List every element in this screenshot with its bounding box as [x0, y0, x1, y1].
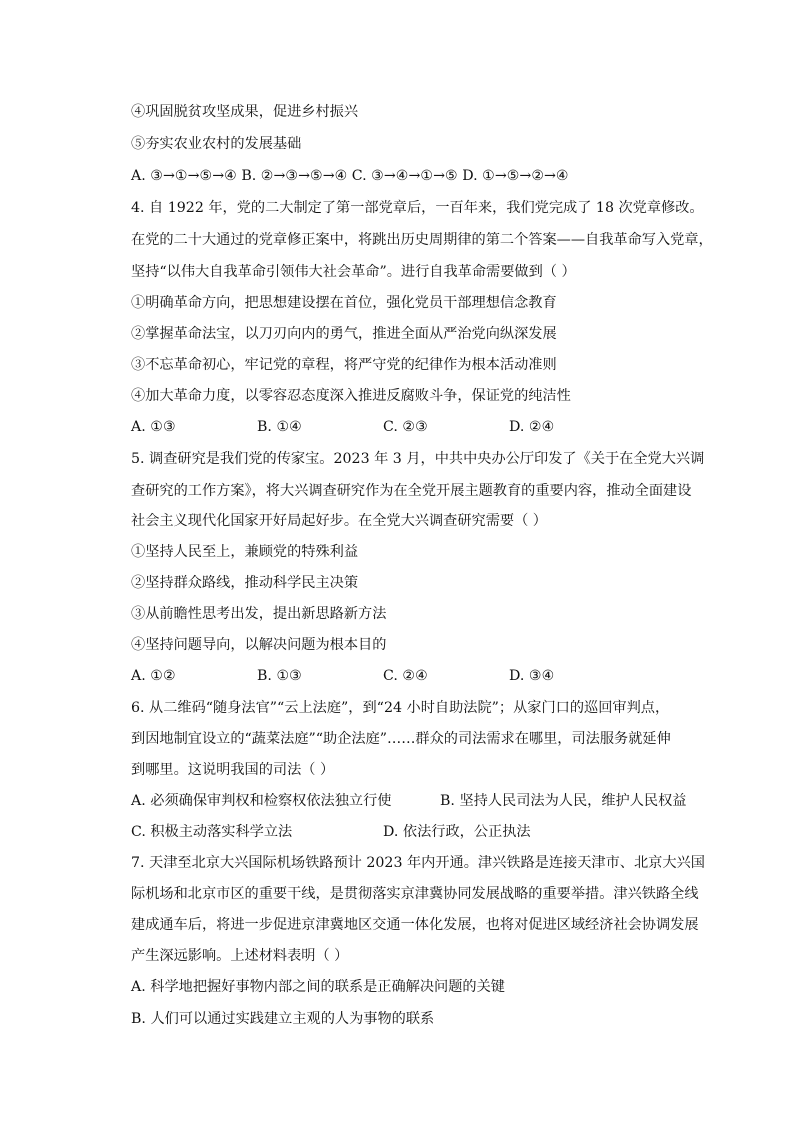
- q6-stem-line-3: 到哪里。这说明我国的司法（ ）: [131, 762, 335, 778]
- q5-item-3: ③从前瞻性思考出发，提出新思路新方法: [131, 606, 387, 622]
- q4-option-a: A. ①③: [131, 419, 176, 435]
- q7-stem-line-1: 7. 天津至北京大兴国际机场铁路预计 2023 年内开通。津兴铁路是连接天津市、北京大兴国: [131, 855, 705, 871]
- q5-stem-line-1: 5. 调查研究是我们党的传家宝。2023 年 3 月，中共中央办公厅印发了《关于在全党大兴调: [131, 451, 705, 467]
- q6-option-c: C. 积极主动落实科学立法: [131, 824, 293, 840]
- q4-item-1: ①明确革命方向，把思想建设摆在首位，强化党员干部理想信念教育: [131, 295, 557, 311]
- q4-stem-line-3: 坚持“以伟大自我革命引领伟大社会革命”。进行自我革命需要做到（ ）: [131, 264, 576, 280]
- q6-stem-line-2: 到因地制宜设立的“蔬菜法庭”“助企法庭”……群众的司法需求在哪里，司法服务就延伸: [131, 731, 671, 747]
- q6-option-a: A. 必须确保审判权和检察权依法独立行使: [131, 793, 392, 809]
- q5-option-a: A. ①②: [131, 668, 176, 684]
- q7-stem-line-3: 建成通车后，将进一步促进京津冀地区交通一体化发展，也将对促进区域经济社会协调发展: [131, 917, 699, 933]
- q4-item-2: ②掌握革命法宝，以刀刃向内的勇气，推进全面从严治党向纵深发展: [131, 326, 557, 342]
- q4-item-4: ④加大革命力度，以零容忍态度深入推进反腐败斗争，保证党的纯洁性: [131, 388, 571, 404]
- prev-question-answer-options: A. ③→①→⑤→④ B. ②→③→⑤→④ C. ③→④→①→⑤ D. ①→⑤→②→④: [131, 168, 569, 184]
- q4-option-c: C. ②③: [383, 419, 428, 435]
- q4-stem-line-2: 在党的二十大通过的党章修正案中，将跳出历史周期律的第二个答案——自我革命写入党章，: [131, 232, 713, 248]
- q5-option-b: B. ①③: [257, 668, 302, 684]
- prev-question-item-5: ⑤夯实农业农村的发展基础: [131, 136, 302, 152]
- q5-item-4: ④坚持问题导向，以解决问题为根本目的: [131, 637, 387, 653]
- q5-item-1: ①坚持人民至上，兼顾党的特殊利益: [131, 544, 359, 560]
- q5-option-c: C. ②④: [383, 668, 428, 684]
- q7-stem-line-2: 际机场和北京市区的重要干线，是贯彻落实京津冀协同发展战略的重要举措。津兴铁路全线: [131, 886, 699, 902]
- q5-item-2: ②坚持群众路线，推动科学民主决策: [131, 575, 359, 591]
- q4-option-d: D. ②④: [509, 419, 555, 435]
- q4-item-3: ③不忘革命初心，牢记党的章程，将严守党的纪律作为根本活动准则: [131, 357, 557, 373]
- q7-stem-line-4: 产生深远影响。上述材料表明（ ）: [131, 948, 349, 964]
- q5-stem-line-3: 社会主义现代化国家开好局起好步。在全党大兴调查研究需要（ ）: [131, 513, 547, 529]
- q6-option-d: D. 依法行政，公正执法: [383, 824, 531, 840]
- prev-question-item-4: ④巩固脱贫攻坚成果，促进乡村振兴: [131, 104, 359, 120]
- q5-stem-line-2: 查研究的工作方案》，将大兴调查研究作为在全党开展主题教育的重要内容，推动全面建设: [131, 483, 692, 499]
- q4-option-b: B. ①④: [257, 419, 302, 435]
- q4-stem-line-1: 4. 自 1922 年，党的二大制定了第一部党章后，一百年来，我们党完成了 18 次党章修改。: [131, 200, 704, 216]
- q5-option-d: D. ③④: [509, 668, 555, 684]
- q7-option-b: B. 人们可以通过实践建立主观的人为事物的联系: [131, 1011, 435, 1027]
- q7-option-a: A. 科学地把握好事物内部之间的联系是正确解决问题的关键: [131, 979, 505, 995]
- q6-option-b: B. 坚持人民司法为人民，维护人民权益: [440, 793, 687, 809]
- q6-stem-line-1: 6. 从二维码“随身法官”“云上法庭”，到“24 小时自助法院”；从家门口的巡回审判点，: [131, 700, 670, 716]
